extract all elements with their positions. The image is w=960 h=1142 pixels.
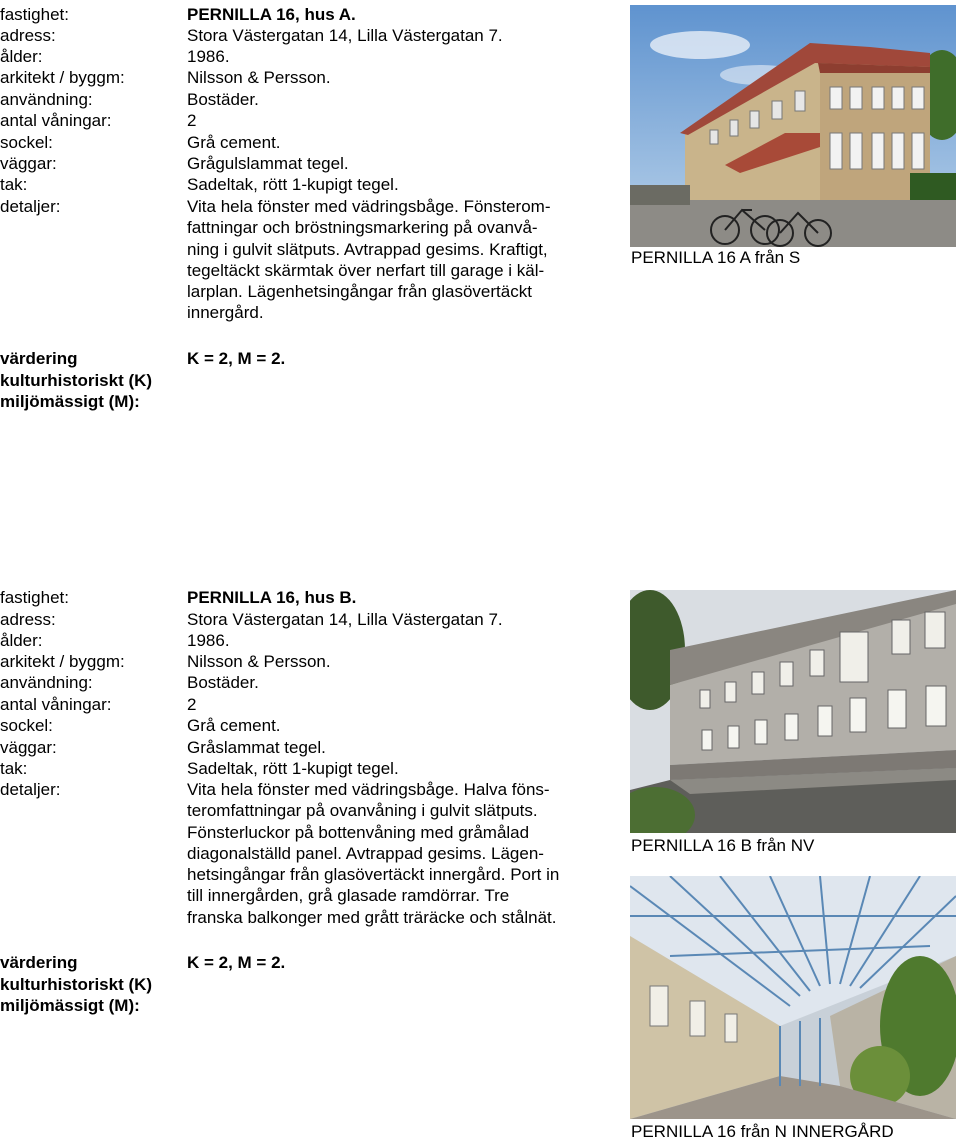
building-photo-b	[630, 590, 956, 833]
detaljer-label: detaljer:	[0, 780, 61, 799]
adress-value: Stora Västergatan 14, Lilla Västergatan 7.	[187, 610, 503, 629]
vaningar-value: 2	[187, 695, 197, 714]
building-photo-a	[630, 5, 956, 247]
arkitekt-label: arkitekt / byggm:	[0, 68, 125, 87]
anvandning-label: användning:	[0, 673, 93, 692]
courtyard-photo	[630, 876, 956, 1119]
tak-label: tak:	[0, 175, 28, 194]
detaljer-line: fattningar och bröstningsmarkering på ovanvå-	[187, 218, 538, 238]
detaljer-line: Vita hela fönster med vädringsbåge. Fönsterom-	[187, 197, 551, 216]
vaningar-label: antal våningar:	[0, 111, 112, 130]
arkitekt-value: Nilsson & Persson.	[187, 68, 331, 87]
vardering-label-line: miljömässigt (M):	[0, 996, 140, 1015]
alder-value: 1986.	[187, 47, 230, 66]
alder-label: ålder:	[0, 47, 43, 66]
detaljer-line: Fönsterluckor på bottenvåning med gråmålad	[187, 822, 530, 842]
vardering-label-line: värdering	[0, 349, 78, 368]
alder-value: 1986.	[187, 631, 230, 650]
vaggar-label: väggar:	[0, 738, 57, 757]
fastighet-value: PERNILLA 16, hus B.	[187, 588, 357, 607]
photo-a-caption: PERNILLA 16 A från S	[631, 248, 801, 267]
courtyard-caption: PERNILLA 16 från N INNERGÅRD	[631, 1122, 894, 1141]
tak-value: Sadeltak, rött 1-kupigt tegel.	[187, 175, 399, 194]
detaljer-line: Vita hela fönster med vädringsbåge. Halva föns-	[187, 780, 550, 799]
detaljer-line: tegeltäckt skärmtak över nerfart till garage i käl-	[187, 260, 545, 280]
alder-label: ålder:	[0, 631, 43, 650]
tak-value: Sadeltak, rött 1-kupigt tegel.	[187, 759, 399, 778]
tak-label: tak:	[0, 759, 28, 778]
photo-b-caption: PERNILLA 16 B från NV	[631, 836, 815, 855]
vaningar-label: antal våningar:	[0, 695, 112, 714]
arkitekt-value: Nilsson & Persson.	[187, 652, 331, 671]
sockel-label: sockel:	[0, 133, 53, 152]
adress-label: adress:	[0, 26, 56, 45]
fastighet-value: PERNILLA 16, hus A.	[187, 5, 356, 24]
sockel-value: Grå cement.	[187, 716, 281, 735]
vardering-label-line: värdering	[0, 953, 78, 972]
detaljer-line: innergård.	[187, 303, 264, 323]
adress-value: Stora Västergatan 14, Lilla Västergatan 7.	[187, 26, 503, 45]
detaljer-line: teromfattningar på ovanvåning i gulvit slätputs.	[187, 801, 538, 821]
arkitekt-label: arkitekt / byggm:	[0, 652, 125, 671]
detaljer-line: till innergården, grå glasade ramdörrar. Tre	[187, 886, 510, 906]
vaggar-value: Gråslammat tegel.	[187, 738, 326, 757]
vaggar-value: Grågulslammat tegel.	[187, 154, 349, 173]
vardering-label	[0, 348, 152, 413]
detaljer-label: detaljer:	[0, 197, 61, 216]
vardering-label	[0, 952, 152, 1017]
anvandning-value: Bostäder.	[187, 90, 259, 109]
fastighet-label: fastighet:	[0, 588, 69, 607]
detaljer-line: hetsingångar från glasövertäckt innergård. Port in	[187, 865, 560, 885]
vaggar-label: väggar:	[0, 154, 57, 173]
vardering-label-line: kulturhistoriskt (K)	[0, 974, 153, 994]
detaljer-line: franska balkonger med grått träräcke och stålnät.	[187, 907, 557, 927]
detaljer-line: diagonalställd panel. Avtrappad gesims. Lägen-	[187, 843, 544, 863]
fastighet-label: fastighet:	[0, 5, 69, 24]
vardering-label-line: kulturhistoriskt (K)	[0, 370, 153, 390]
detaljer-line: larplan. Lägenhetsingångar från glasövertäckt	[187, 282, 532, 302]
anvandning-label: användning:	[0, 90, 93, 109]
detaljer-text	[187, 196, 551, 324]
vardering-label-line: miljömässigt (M):	[0, 392, 140, 411]
detaljer-text	[187, 779, 559, 928]
sockel-value: Grå cement.	[187, 133, 281, 152]
detaljer-line: ning i gulvit slätputs. Avtrappad gesims. Kraftigt,	[187, 239, 548, 259]
adress-label: adress:	[0, 610, 56, 629]
vardering-value: K = 2, M = 2.	[187, 349, 286, 368]
vaningar-value: 2	[187, 111, 197, 130]
vardering-value: K = 2, M = 2.	[187, 953, 286, 972]
anvandning-value: Bostäder.	[187, 673, 259, 692]
sockel-label: sockel:	[0, 716, 53, 735]
